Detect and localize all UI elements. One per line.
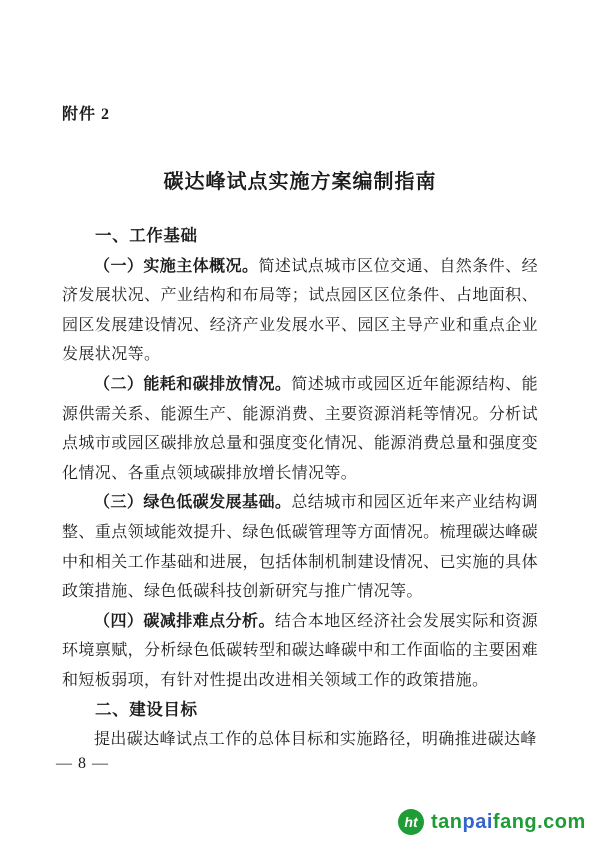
- paragraph: [62, 488, 538, 606]
- watermark-text-fang: fang.com: [492, 810, 586, 833]
- paragraph: [62, 252, 538, 370]
- paragraph-lead: （一）实施主体概况。: [94, 257, 259, 275]
- paragraph-text: 简述试点城市区位交通、自然条件、经济发展状况、产业结构和布局等；试点园区区位条件、占地面积、园区发展建设情况、经济产业发展水平、园区主导产业和重点企业发展状况等。: [62, 257, 538, 364]
- paragraph-lead: （四）碳减排难点分析。: [94, 612, 275, 630]
- document-content: [62, 0, 538, 755]
- document-body: [62, 222, 538, 755]
- section-heading-work-basis: 一、工作基础: [95, 227, 198, 245]
- paragraph-text: 简述城市或园区近年能源结构、能源供需关系、能源生产、能源消费、主要资源消耗等情况。分析试点城市或园区碳排放总量和强度变化情况、能源消费总量和强度变化情况、各重点领域碳排放增长情况等。: [62, 375, 538, 482]
- watermark-text: [431, 811, 586, 834]
- paragraph-text: 总结城市和园区近年来产业结构调整、重点领域能效提升、绿色低碳管理等方面情况。梳理碳达峰碳中和相关工作基础和进展，包括体制机制建设情况、已实施的具体政策措施、绿色低碳科技创新研究与推广情况等。: [62, 494, 538, 601]
- page-number: — 8 —: [56, 755, 109, 772]
- paragraph-lead: （三）绿色低碳发展基础。: [94, 494, 292, 512]
- paragraph-text: 结合本地区经济社会发展实际和资源环境禀赋，分析绿色低碳转型和碳达峰碳中和工作面临的主要困难和短板弱项，有针对性提出改进相关领域工作的政策措施。: [62, 612, 538, 689]
- watermark-text-pai: pai: [462, 810, 493, 833]
- attachment-label: 附件 2: [62, 106, 111, 123]
- page-title: 碳达峰试点实施方案编制指南: [163, 171, 437, 193]
- paragraph-lead: （二）能耗和碳排放情况。: [94, 375, 292, 393]
- watermark: [398, 809, 586, 835]
- paragraph-text: 提出碳达峰试点工作的总体目标和实施路径，明确推进碳达峰: [94, 731, 537, 749]
- paragraph: [62, 607, 538, 696]
- watermark-text-tan: tan: [431, 810, 463, 833]
- section-heading-construction-goals: 二、建设目标: [95, 700, 198, 719]
- tanpaifang-logo-icon: ht: [398, 809, 424, 835]
- paragraph: [62, 725, 538, 755]
- paragraph: [62, 370, 538, 488]
